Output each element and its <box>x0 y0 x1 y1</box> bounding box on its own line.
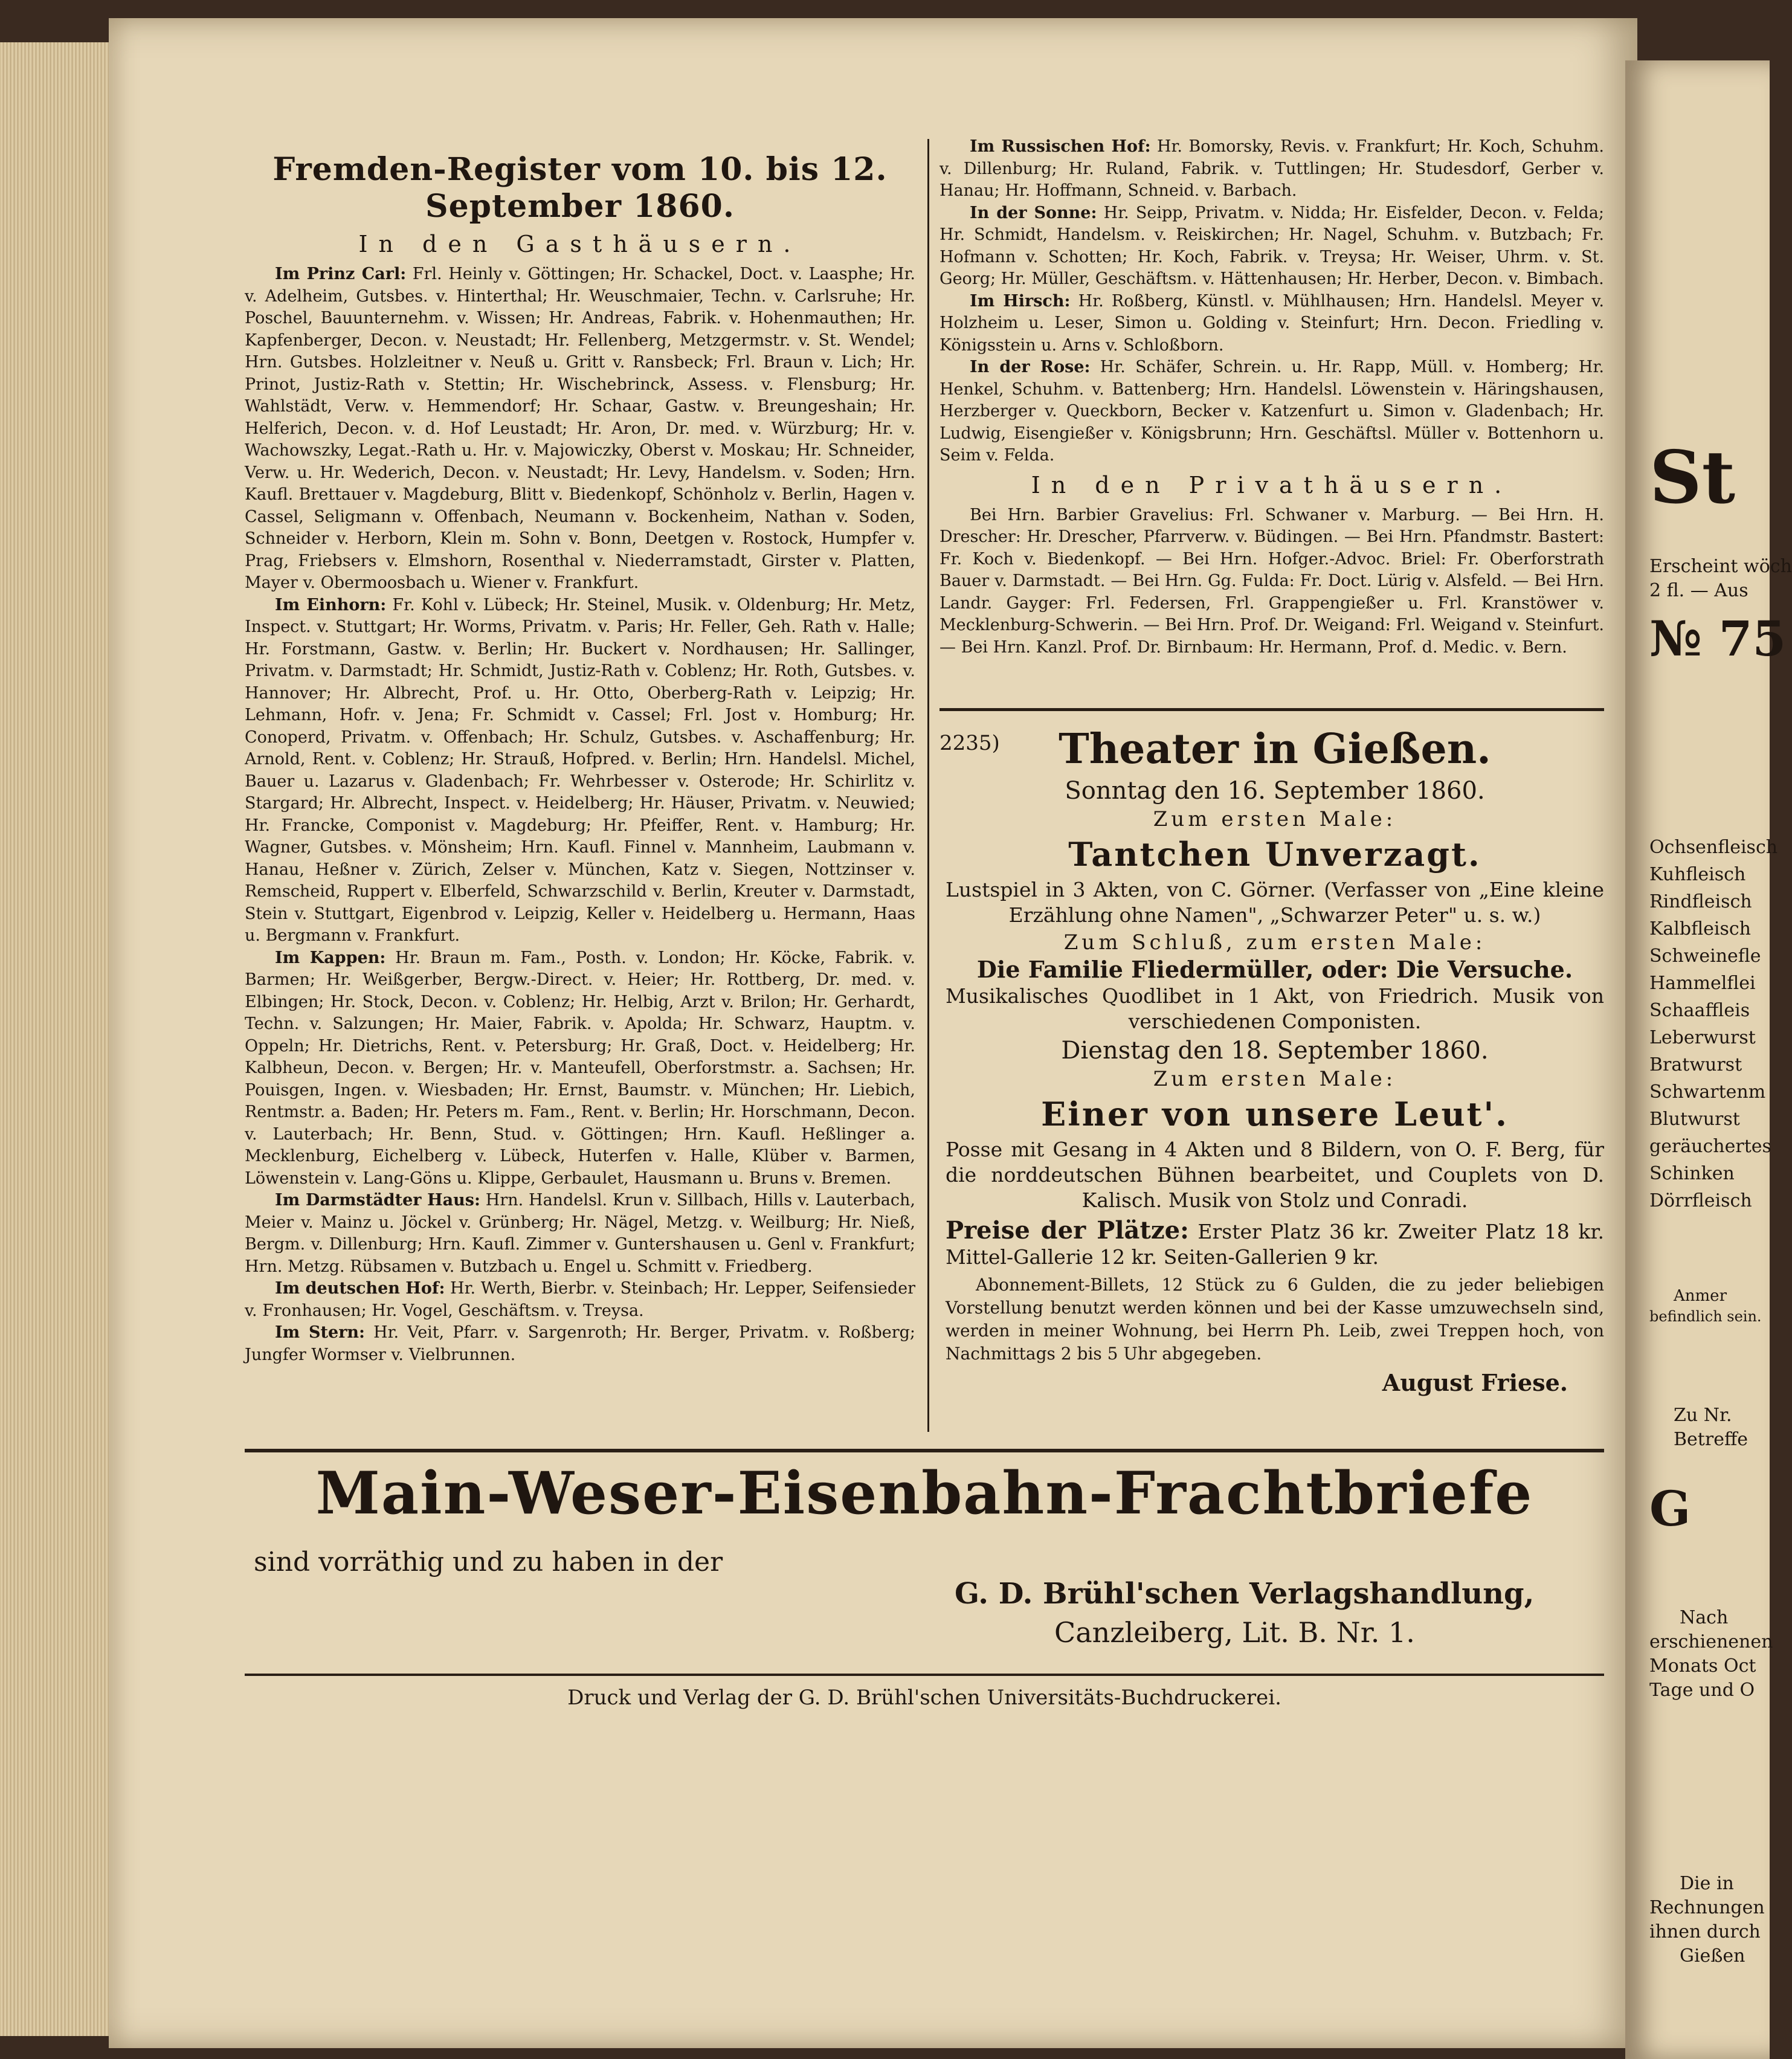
register-entry <box>940 356 1604 467</box>
inn-name: In der Sonne: <box>970 203 1097 222</box>
first-time-label: Zum ersten Male: <box>1153 807 1397 831</box>
theater-announcement <box>946 725 1604 1396</box>
private-houses-text: Bei Hrn. Barbier Gravelius: Frl. Schwaner v. Marburg. — Bei Hrn. H. Drescher: Hr. Drescher, Pfarrverw. v. Büdingen. — Bei Hrn. Pfandmstr. Bastert: Fr. Koch v. Biedenkopf. — Bei Hrn. Hofger.-Advoc. Briel: Fr. Oberforstrath Bauer v. Darmstadt. — Bei Hrn. Gg. Fulda: Fr. Doct. Lürig v. Alsfeld. — Bei Hrn. Landr. Gayger: Frl. Federsen, Frl. Grappengießer u. Frl. Kranstöwer v. Mecklenburg-Schwerin. — Bei Hrn. Prof. Dr. Weigand: Frl. Weigand v. Steinfurt. — Bei Hrn. Kanzl. Prof. Dr. Birnbaum: Hr. Hermann, Prof. d. Medic. v. Bern. <box>940 505 1604 657</box>
text-fragment: Erscheint wöch <box>1649 556 1792 577</box>
register-entry <box>245 947 915 1190</box>
guest-list: Hr. Braun m. Fam., Posth. v. London; Hr. Köcke, Fabrik. v. Barmen; Hr. Weißgerber, Bergw.-Direct. v. Heier; Hr. Rottberg, Dr. med. v. Elbingen; Hr. Stock, Decon. v. Coblenz; Hr. Helbig, Arzt v. Brilon; Hr. Gerhardt, Techn. v. Salzungen; Hr. Maier, Fabrik. v. Apolda; Hr. Schwarz, Hauptm. v. Oppeln; Hr. Dietrichs, Rent. v. Petersburg; Hr. Graß, Doct. v. Heidelberg; Hr. Kalbheun, Decon. v. Bergen; Hr. v. Manteufell, Oberforstmstr. a. Sachsen; Hr. Pouisgen, Ingen. v. Wiesbaden; Hr. Ernst, Baumstr. v. München; Hr. Liebich, Rentmstr. a. Baden; Hr. Peters m. Fam., Rent. v. Berlin; Hr. Horschmann, Decon. v. Lauterbach; Hr. Benn, Stud. v. Göttingen; Hrn. Kaufl. Heßlinger a. Mecklenburg, Eichelberg v. Lübeck, Huterfen v. Halle, Klüber v. Barmen, Löwenstein v. Lang-Göns u. Klippe, Gerbaulet, Hausmann u. Bruns v. Bremen. <box>245 948 915 1188</box>
issue-number: № 75 <box>1649 610 1787 667</box>
railway-ad-title: Main-Weser-Eisenbahn-Frachtbriefe <box>315 1459 1533 1527</box>
performance-date: Sonntag den 16. September 1860. <box>1065 777 1485 805</box>
text-fragment: Monats Oct <box>1649 1655 1756 1677</box>
inn-name: Im Kappen: <box>275 948 386 967</box>
text-fragment: geräuchertes <box>1649 1136 1771 1157</box>
play-title: Die Familie Fliedermüller, oder: Die Versuche. <box>976 956 1573 983</box>
text-fragment: 2 fl. — Aus <box>1649 580 1748 601</box>
register-entry <box>940 202 1604 291</box>
inn-name: Im Darmstädter Haus: <box>275 1191 480 1210</box>
text-fragment: ihnen durch <box>1649 1921 1761 1942</box>
railway-ad-subtitle: sind vorräthig und zu haben in der <box>254 1547 723 1577</box>
text-fragment: Schweinefle <box>1649 946 1761 967</box>
abonnement-text: Abonnement-Billets, 12 Stück zu 6 Gulden, die zu jeder beliebigen Vorstellung benutzt werden können und bei der Kasse umzuwechseln sind, werden in meiner Wohnung, bei Herrn Ph. Leib, zwei Treppen hoch, von Nachmittags 2 bis 5 Uhr abgegeben. <box>946 1275 1604 1364</box>
closing-label: Zum Schluß, zum ersten Male: <box>1063 930 1486 955</box>
signature: August Friese. <box>1382 1369 1568 1396</box>
text-fragment: Tage und O <box>1649 1680 1755 1701</box>
prices-label: Preise der Plätze: <box>946 1216 1189 1245</box>
ticket-prices <box>946 1218 1604 1270</box>
section-inns-heading: In den Gasthäusern. <box>358 231 802 257</box>
play-title: Einer von unsere Leut'. <box>1041 1095 1509 1133</box>
section-divider <box>245 1674 1604 1676</box>
text-fragment: Schwartenm <box>1649 1081 1766 1103</box>
text-fragment: Anmer <box>1674 1287 1727 1305</box>
guest-list: Fr. Kohl v. Lübeck; Hr. Steinel, Musik. v. Oldenburg; Hr. Metz, Inspect. v. Stuttgart; Hr. Worms, Privatm. v. Paris; Hr. Feller, Geh. Rath v. Halle; Hr. Forstmann, Gastw. v. Berlin; Hr. Buckert v. Nordhausen; Hr. Sallinger, Privatm. v. Darmstadt; Hr. Schmidt, Justiz-Rath v. Coblenz; Hr. Roth, Gutsbes. v. Hannover; Hr. Albrecht, Prof. u. Hr. Otto, Oberberg-Rath v. Leipzig; Hr. Lehmann, Hofr. v. Jena; Fr. Schmidt v. Cassel; Frl. Jost v. Homburg; Hr. Conoperd, Privatm. v. Offenbach; Hr. Schulz, Gutsbes. v. Aschaffenburg; Hr. Arnold, Rent. v. Coblenz; Hr. Strauß, Hofpred. v. Berlin; Hrn. Handelsl. Michel, Bauer u. Lazarus v. Gladenbach; Fr. Wehrbesser v. Osterode; Hr. Schirlitz v. Stargard; Hr. Albrecht, Inspect. v. Heidelberg; Hr. Häuser, Privatm. v. Neuwied; Hr. Francke, Componist v. Magdeburg; Hr. Pfeiffer, Rent. v. Hamburg; Hr. Wagner, Gutsbes. v. Mönsheim; Hrn. Kaufl. Finnel v. Mannheim, Laubmann v. Hanau, Heßner v. Zürich, Zelser v. München, Katz v. Siegen, Nottzinser v. Remscheid, Ruppert v. Elberfeld, Schwarzschild v. Berlin, Kreuter v. Darmstadt, Stein v. Stuttgart, Eigenbrod v. Leipzig, Keller v. Heidelberg u. Hermann, Haas u. Bergmann v. Frankfurt. <box>245 595 915 945</box>
play-description: Lustspiel in 3 Akten, von C. Görner. (Verfasser von „Eine kleine Erzählung ohne Namen", „Schwarzer Peter" u. s. w.) <box>946 878 1604 927</box>
text-fragment: Kalbfleisch <box>1649 918 1751 939</box>
guest-list: Hr. Werth, Bierbr. v. Steinbach; Hr. Lepper, Seifensieder v. Fronhausen; Hr. Vogel, Geschäftsm. v. Treysa. <box>245 1279 916 1320</box>
text-fragment: erschienenen <box>1649 1631 1773 1652</box>
inn-name: Im Stern: <box>275 1323 366 1342</box>
guest-list: Hr. Roßberg, Künstl. v. Mühlhausen; Hrn. Handelsl. Meyer v. Holzheim u. Leser, Simon u. Golding v. Steinfurt; Hrn. Decon. Friedling v. Königsstein u. Arns v. Schloßborn. <box>940 291 1604 355</box>
theater-title: Theater in Gießen. <box>1059 725 1491 773</box>
register-entry <box>245 1322 915 1366</box>
text-fragment: Bratwurst <box>1649 1054 1742 1075</box>
inn-name: In der Rose: <box>970 358 1091 376</box>
register-entry <box>245 1278 915 1322</box>
publisher-name: G. D. Brühl'schen Verlagshandlung, <box>955 1577 1535 1611</box>
publisher-address: Canzleiberg, Lit. B. Nr. 1. <box>1054 1616 1415 1649</box>
theater-divider <box>940 708 1604 711</box>
text-fragment: Zu Nr. <box>1674 1405 1732 1426</box>
text-fragment: Schaaffleis <box>1649 1000 1750 1021</box>
text-fragment: Rindfleisch <box>1649 891 1752 912</box>
text-fragment: Hammelflei <box>1649 973 1756 994</box>
register-entry <box>940 136 1604 202</box>
guest-list: Hr. Bomorsky, Revis. v. Frankfurt; Hr. Koch, Schuhm. v. Dillenburg; Hr. Ruland, Fabrik. v. Tuttlingen; Hr. Studesdorf, Gerber v. Hanau; Hr. Hoffmann, Schneid. v. Barbach. <box>940 137 1604 200</box>
text-fragment: Kuhfleisch <box>1649 864 1746 885</box>
adjacent-page <box>1625 60 1792 2059</box>
play-description: Musikalisches Quodlibet in 1 Akt, von Friedrich. Musik von verschiedenen Componisten. <box>946 984 1604 1033</box>
book-page-edges <box>0 42 117 2036</box>
text-fragment: Dörrfleisch <box>1649 1190 1752 1211</box>
inn-name: Im Russischen Hof: <box>970 137 1151 156</box>
guest-list: Hr. Seipp, Privatm. v. Nidda; Hr. Eisfelder, Decon. v. Felda; Hr. Schmidt, Handelsm. v. Reiskirchen; Hr. Nagel, Schuhm. v. Butzbach; Fr. Hofmann v. Schotten; Hr. Koch, Fabrik. v. Treysa; Hr. Weiser, Uhrm. v. St. Georg; Hr. Müller, Geschäftsm. v. Hättenhausen; Hr. Herber, Decon. v. Bimbach. <box>940 203 1604 288</box>
guest-list: Hrn. Handelsl. Krun v. Sillbach, Hills v. Lauterbach, Meier v. Mainz u. Jöckel v. Grünberg; Hr. Nägel, Metzg. v. Weilburg; Hr. Nieß, Bergm. v. Dillenburg; Hrn. Kaufl. Zimmer v. Guntershausen u. Genl v. Frankfurt; Hrn. Metzg. Rübsamen v. Butzbach u. Engel u. Schmitt v. Friedberg. <box>245 1191 915 1276</box>
inn-name: Im Einhorn: <box>275 595 387 614</box>
text-fragment: Betreffe <box>1674 1429 1748 1450</box>
ad-number: 2235) <box>940 731 1000 755</box>
text-fragment: Ochsenfleisch <box>1649 837 1778 858</box>
guest-list: Frl. Heinly v. Göttingen; Hr. Schackel, Doct. v. Laasphe; Hr. v. Adelheim, Gutsbes. v. Hinterthal; Hr. Weuschmaier, Techn. v. Carlsruhe; Hr. Poschel, Bauunternehm. v. Wissen; Hr. Andreas, Fabrik. v. Hohenmauthen; Hr. Kapfenberger, Decon. v. Neustadt; Hr. Fellenberg, Metzgermstr. v. St. Wendel; Hrn. Gutsbes. Holzleitner v. Neuß u. Gritt v. Ransbeck; Frl. Braun v. Lich; Hr. Prinot, Justiz-Rath v. Stettin; Hr. Wischebrinck, Assess. v. Flensburg; Hr. Wahlstädt, Verw. v. Hemmendorf; Hr. Schaar, Gastw. v. Breungeshain; Hr. Helferich, Decon. v. d. Hof Leustadt; Hr. Aron, Dr. med. v. Würzburg; Hr. v. Wachowszky, Legat.-Rath u. Hr. v. Majowiczky, Oberst v. Moskau; Hr. Schneider, Verw. u. Hr. Wederich, Decon. v. Neustadt; Hr. Levy, Handelsm. v. Soden; Hrn. Kaufl. Brettauer v. Magdeburg, Blitt v. Biedenkopf, Schönholz v. Berlin, Hagen v. Cassel, Seligmann v. Offenbach, Neumann v. Bockenheim, Nathan v. Soden, Schneider v. Herborn, Klein m. Sohn v. Bonn, Deetgen v. Rostock, Humpfer v. Prag, Friebsers v. Elmshorn, Rosenthal v. Niederramstadt, Girster v. Platten, Mayer v. Obermoosbach u. Wiener v. Frankfurt. <box>245 265 915 592</box>
inn-name: Im Prinz Carl: <box>275 265 407 283</box>
register-entry <box>245 594 915 947</box>
text-fragment: befindlich sein. <box>1649 1308 1762 1325</box>
text-fragment: Die in <box>1680 1873 1734 1894</box>
text-fragment: Gießen <box>1680 1945 1745 1967</box>
text-fragment: Nach <box>1680 1607 1729 1628</box>
register-right-column <box>940 136 1604 659</box>
inn-name: Im deutschen Hof: <box>275 1279 445 1298</box>
play-title: Tantchen Unverzagt. <box>1068 835 1481 874</box>
text-fragment: Rechnungen <box>1649 1897 1765 1918</box>
play-description: Posse mit Gesang in 4 Akten und 8 Bildern, von O. F. Berg, für die norddeutschen Bühnen bearbeitet, und Couplets von D. Kalisch. Musik von Stolz und Conradi. <box>946 1138 1604 1212</box>
guest-list: Hr. Veit, Pfarr. v. Sargenroth; Hr. Berger, Privatm. v. Roßberg; Jungfer Wormser v. Vielbrunnen. <box>245 1323 915 1364</box>
register-entry <box>245 1190 915 1278</box>
column-divider <box>927 139 929 1432</box>
register-title: Fremden-Register vom 10. bis 12. September 1860. <box>272 151 888 225</box>
section-divider <box>245 1449 1604 1452</box>
register-entry <box>245 263 915 594</box>
register-left-column <box>245 139 915 1366</box>
text-fragment: Leberwurst <box>1649 1027 1756 1048</box>
heading-fragment: G <box>1649 1480 1691 1537</box>
prices-text: Erster Platz 36 kr. Zweiter Platz 18 kr. Mittel-Gallerie 12 kr. Seiten-Gallerien 9 kr. <box>946 1220 1604 1269</box>
first-time-label: Zum ersten Male: <box>1153 1067 1397 1091</box>
masthead-fragment: St <box>1649 435 1736 520</box>
imprint: Druck und Verlag der G. D. Brühl'schen Universitäts-Buchdruckerei. <box>567 1686 1281 1710</box>
text-fragment: Blutwurst <box>1649 1109 1740 1130</box>
inn-name: Im Hirsch: <box>970 291 1071 311</box>
register-entry <box>940 291 1604 357</box>
guest-list: Hr. Schäfer, Schrein. u. Hr. Rapp, Müll. v. Homberg; Hr. Henkel, Schuhm. v. Battenberg; Hrn. Handelsl. Löwenstein v. Häringshausen, Herzberger v. Queckborn, Becker v. Katzenfurt u. Simon v. Gladenbach; Hr. Ludwig, Eisengießer v. Königsbrunn; Hrn. Geschäftsl. Müller v. Bottenhorn u. Seim v. Felda. <box>940 358 1604 465</box>
text-fragment: Schinken <box>1649 1163 1735 1184</box>
performance-date: Dienstag den 18. September 1860. <box>1061 1037 1489 1065</box>
section-private-heading: In den Privathäusern. <box>1031 471 1513 498</box>
